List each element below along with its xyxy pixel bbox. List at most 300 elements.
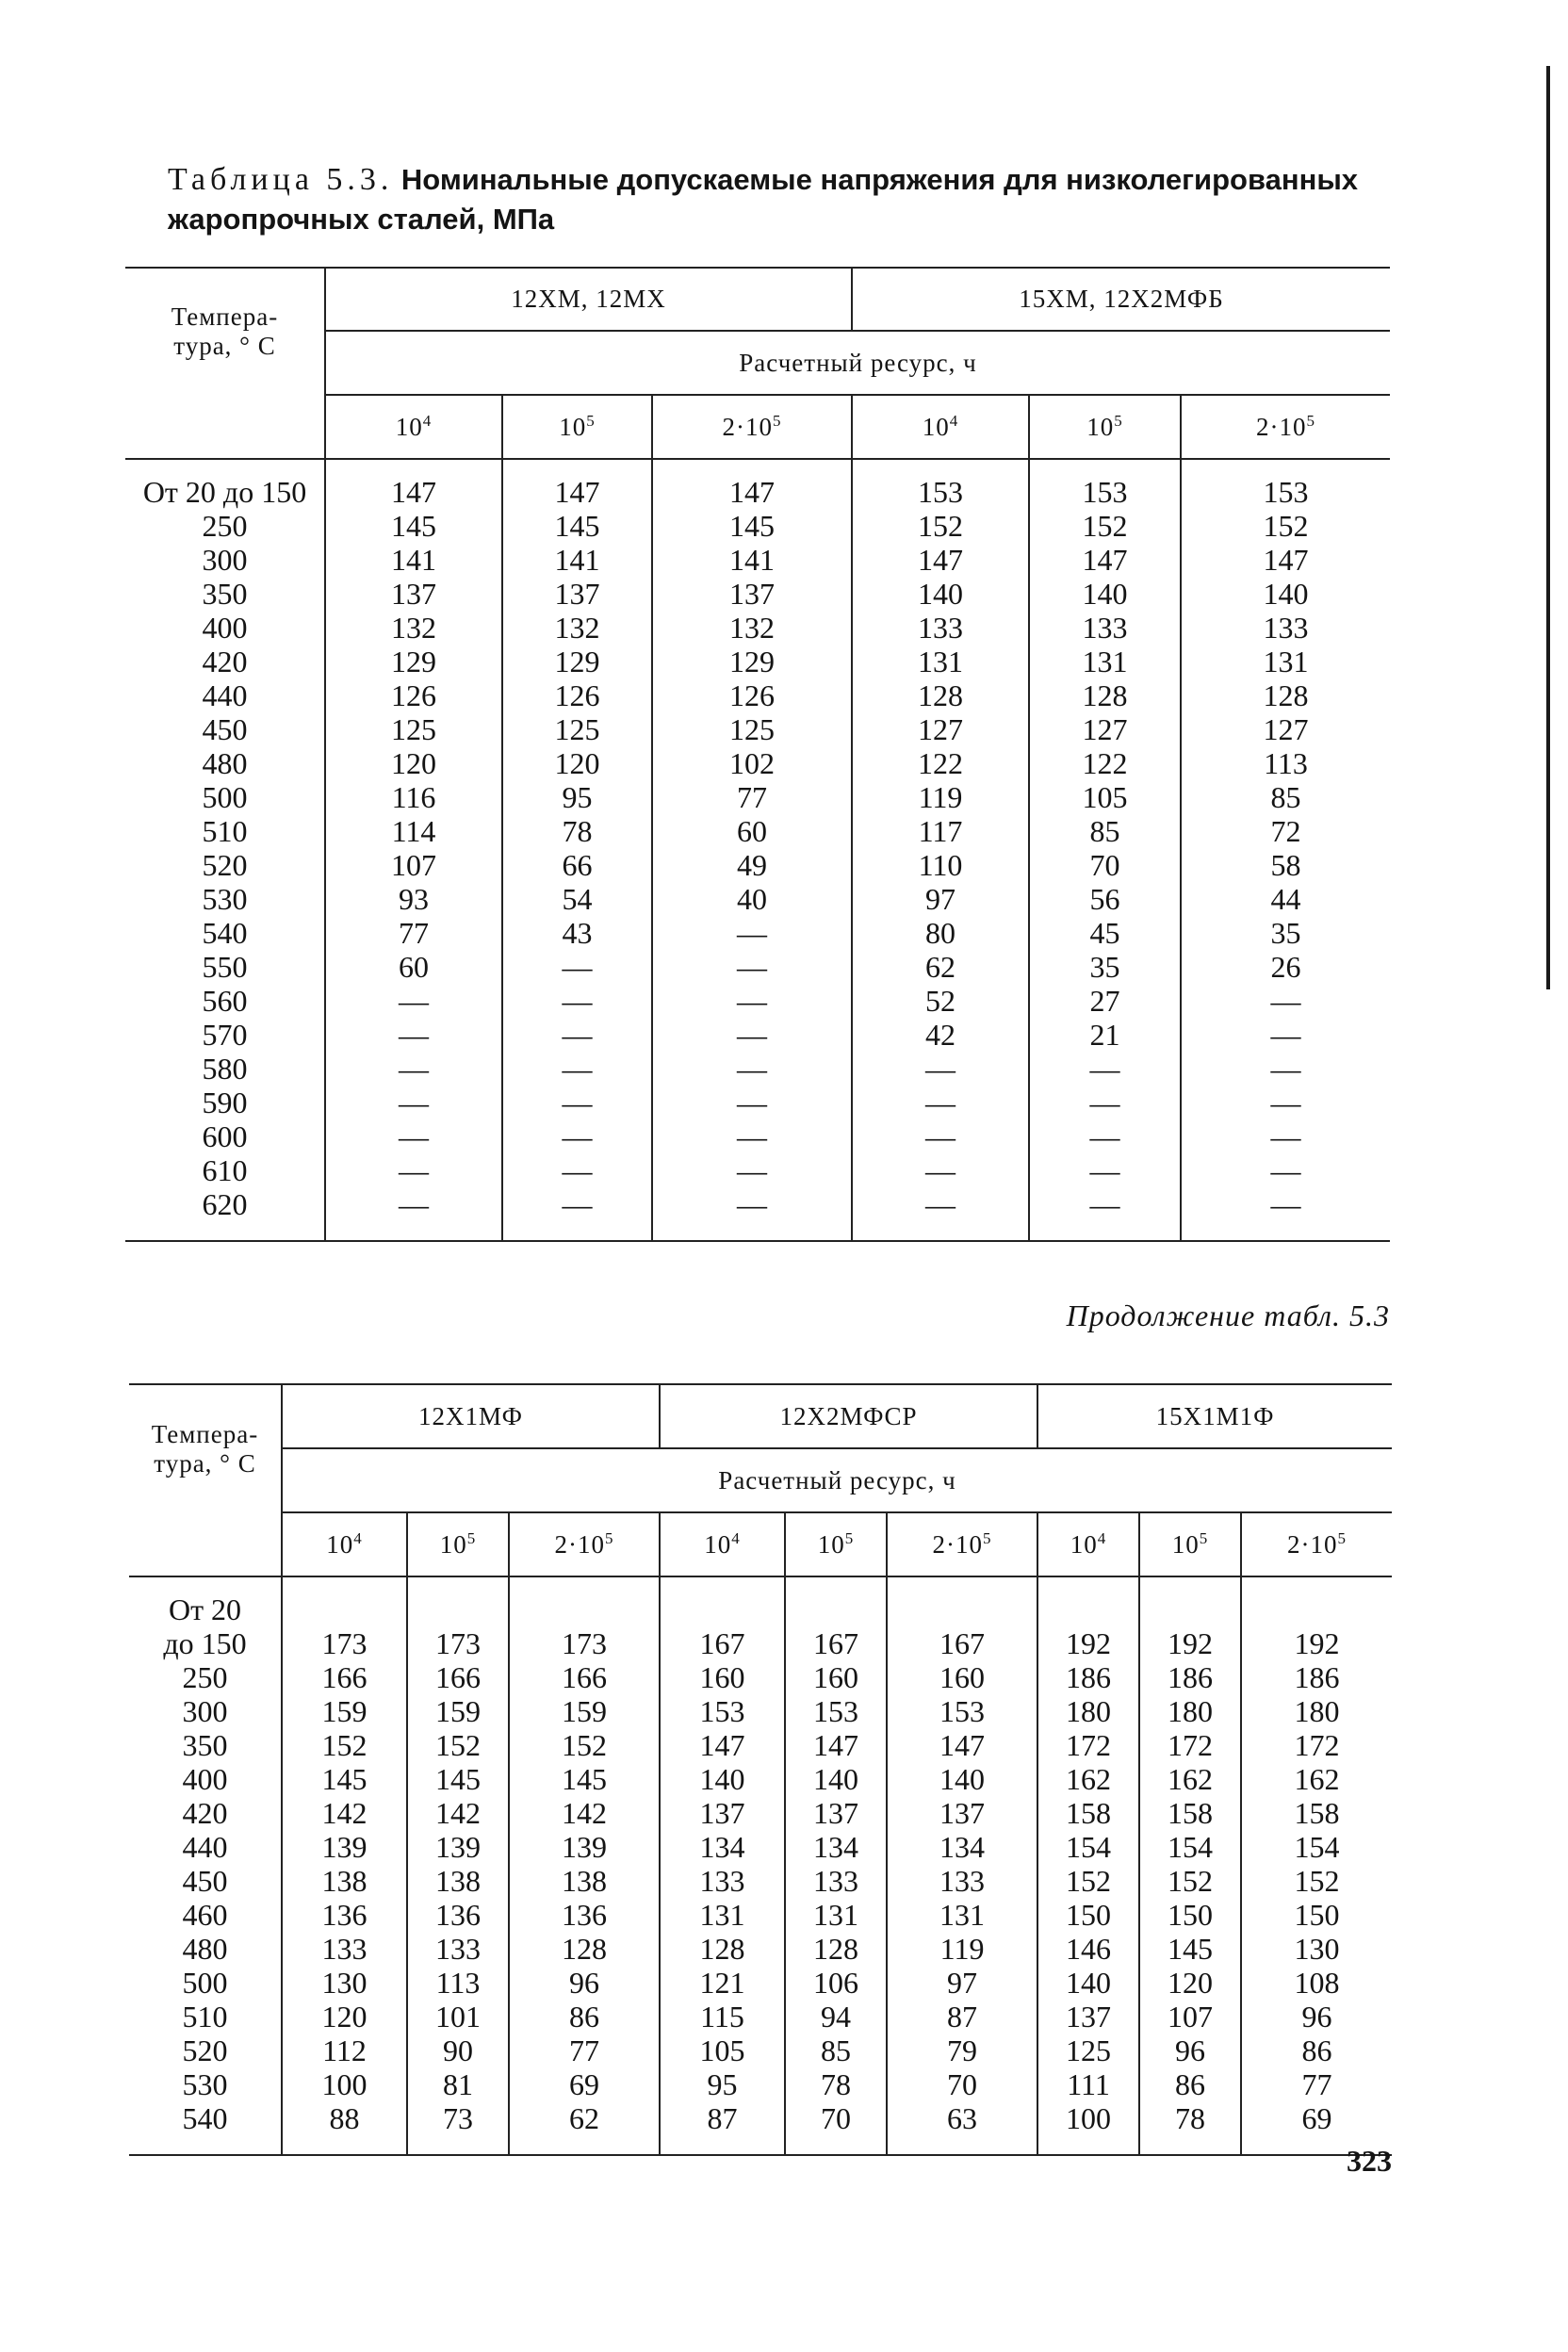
stress-value-cell: —: [325, 1153, 502, 1187]
stress-value-cell: 77: [509, 2034, 660, 2067]
stress-value-cell: 137: [785, 1796, 887, 1830]
stress-value-cell: 154: [1037, 1830, 1139, 1864]
stress-value-cell: 128: [509, 1932, 660, 1966]
stress-value-cell: 132: [502, 611, 652, 645]
stress-value-cell: 158: [1139, 1796, 1241, 1830]
stress-value-cell: 121: [660, 1966, 785, 2000]
stress-value-cell: 79: [887, 2034, 1037, 2067]
stress-value-cell: 131: [660, 1898, 785, 1932]
stress-value-cell: 107: [1139, 2000, 1241, 2034]
stress-value-cell: 133: [785, 1864, 887, 1898]
stress-value-cell: 125: [1037, 2034, 1139, 2067]
stress-value-cell: 131: [887, 1898, 1037, 1932]
stress-value-cell: 152: [1181, 509, 1390, 543]
stress-value-cell: 56: [1029, 882, 1181, 916]
stress-value-cell: 158: [1037, 1796, 1139, 1830]
stress-value-cell: 160: [785, 1660, 887, 1694]
temperature-cell-line1: От 20: [168, 1592, 242, 1626]
stress-value-cell: 77: [1241, 2067, 1392, 2101]
stress-value-cell: 152: [282, 1728, 407, 1762]
temperature-cell: 300: [182, 1694, 228, 1728]
steel-group-header: 12Х2МФСР: [660, 1384, 1037, 1448]
stress-value-cell: 100: [1037, 2101, 1139, 2155]
temperature-cell: 610: [202, 1153, 248, 1187]
stress-value-cell: 85: [785, 2034, 887, 2067]
stress-value-cell: 125: [502, 712, 652, 746]
stress-value-cell: 133: [282, 1932, 407, 1966]
table-row: [129, 2000, 1392, 2034]
stress-value-cell: 145: [407, 1762, 509, 1796]
temperature-header: [125, 268, 325, 395]
stress-value-cell: 120: [1139, 1966, 1241, 2000]
stress-value-cell: 166: [282, 1660, 407, 1694]
stress-value-cell: —: [502, 1052, 652, 1086]
stress-value-cell: —: [652, 1018, 852, 1052]
stress-value-cell: 133: [1181, 611, 1390, 645]
stress-value-cell: 153: [887, 1694, 1037, 1728]
stress-value-cell: 133: [660, 1864, 785, 1898]
temperature-cell: 500: [202, 780, 248, 814]
stress-value-cell: 60: [325, 950, 502, 984]
stress-value-cell: 127: [1029, 712, 1181, 746]
stress-value-cell: 100: [282, 2067, 407, 2101]
stress-value-cell: 132: [325, 611, 502, 645]
stress-value-cell: —: [1029, 1052, 1181, 1086]
stress-value-cell: 127: [1181, 712, 1390, 746]
table-row: [125, 712, 1390, 746]
stress-value-cell: 40: [652, 882, 852, 916]
stress-value-cell: 105: [1029, 780, 1181, 814]
stress-value-cell: 94: [785, 2000, 887, 2034]
resource-subheader: [652, 395, 852, 459]
stress-value-cell: 52: [852, 984, 1029, 1018]
resource-subheader-exponent: 5: [1114, 411, 1123, 430]
resource-subheader: [1029, 395, 1181, 459]
stress-value-cell: 166: [407, 1660, 509, 1694]
stress-value-cell: 136: [282, 1898, 407, 1932]
stress-value-cell: 180: [1241, 1694, 1392, 1728]
stress-value-cell: 162: [1139, 1762, 1241, 1796]
stress-value-cell: 147: [652, 459, 852, 509]
stress-value-cell: 154: [1139, 1830, 1241, 1864]
stress-value-cell: 137: [502, 577, 652, 611]
stress-value-cell: 140: [1037, 1966, 1139, 2000]
resource-subheader: [509, 1512, 660, 1576]
stress-value-cell: 152: [1029, 509, 1181, 543]
table-row: [125, 780, 1390, 814]
stress-value-cell: 86: [1139, 2067, 1241, 2101]
resource-subheader-base: 10: [1070, 1529, 1098, 1559]
stress-value-cell: 152: [1037, 1864, 1139, 1898]
stress-value-cell: 129: [325, 645, 502, 678]
stress-value-cell: —: [652, 984, 852, 1018]
resource-subheader-exponent: 5: [1306, 411, 1316, 430]
stress-value-cell: 192: [1139, 1576, 1241, 1660]
stress-value-cell: —: [325, 1086, 502, 1119]
stress-value-cell: 133: [1029, 611, 1181, 645]
stress-value-cell: —: [852, 1187, 1029, 1241]
temperature-cell: 560: [202, 984, 248, 1018]
table-row: [129, 1864, 1392, 1898]
temperature-cell: 520: [182, 2034, 228, 2067]
stress-value-cell: 186: [1241, 1660, 1392, 1694]
stress-value-cell: 145: [325, 509, 502, 543]
stress-value-cell: 140: [887, 1762, 1037, 1796]
resource-subheader-base: 10: [1171, 1529, 1200, 1559]
table-row: [125, 984, 1390, 1018]
stress-value-cell: 137: [652, 577, 852, 611]
stress-value-cell: 136: [509, 1898, 660, 1932]
stress-value-cell: 133: [852, 611, 1029, 645]
stress-value-cell: —: [852, 1052, 1029, 1086]
stress-value-cell: 105: [660, 2034, 785, 2067]
resource-header: Расчетный ресурс, ч: [325, 331, 1390, 395]
stress-value-cell: 62: [852, 950, 1029, 984]
stress-value-cell: 139: [407, 1830, 509, 1864]
stress-value-cell: 141: [325, 543, 502, 577]
stress-value-cell: —: [652, 916, 852, 950]
stress-value-cell: 159: [282, 1694, 407, 1728]
subheader-spacer: [125, 395, 325, 459]
stress-value-cell: 166: [509, 1660, 660, 1694]
stress-value-cell: 126: [502, 678, 652, 712]
stress-value-cell: 137: [325, 577, 502, 611]
temperature-cell: 450: [202, 712, 248, 746]
stress-value-cell: —: [1029, 1119, 1181, 1153]
stress-value-cell: 58: [1181, 848, 1390, 882]
temperature-cell: 250: [202, 509, 248, 543]
stress-value-cell: —: [1029, 1086, 1181, 1119]
stress-value-cell: 139: [282, 1830, 407, 1864]
resource-subheader-base: 10: [395, 412, 423, 441]
stress-value-cell: 137: [660, 1796, 785, 1830]
resource-subheader-base: 10: [1086, 412, 1115, 441]
stress-value-cell: 173: [509, 1576, 660, 1660]
stress-value-cell: 90: [407, 2034, 509, 2067]
stress-value-cell: 153: [852, 459, 1029, 509]
stress-value-cell: 112: [282, 2034, 407, 2067]
stress-value-cell: —: [652, 1153, 852, 1187]
stress-value-cell: 142: [407, 1796, 509, 1830]
table-row: [129, 1966, 1392, 2000]
temperature-cell: 600: [202, 1119, 248, 1153]
stress-value-cell: 35: [1029, 950, 1181, 984]
resource-subheader-base: 10: [326, 1529, 354, 1559]
stress-value-cell: 95: [660, 2067, 785, 2101]
stress-value-cell: —: [1181, 1153, 1390, 1187]
temperature-cell: 550: [202, 950, 248, 984]
stress-value-cell: —: [652, 1086, 852, 1119]
stress-value-cell: 127: [852, 712, 1029, 746]
stress-value-cell: 152: [1139, 1864, 1241, 1898]
stress-value-cell: 160: [887, 1660, 1037, 1694]
resource-subheader: [852, 395, 1029, 459]
resource-subheader-exponent: 5: [586, 411, 596, 430]
table-row: [125, 611, 1390, 645]
stress-value-cell: 119: [887, 1932, 1037, 1966]
stress-value-cell: 141: [502, 543, 652, 577]
stress-value-cell: 70: [887, 2067, 1037, 2101]
stress-value-cell: 154: [1241, 1830, 1392, 1864]
stress-value-cell: 45: [1029, 916, 1181, 950]
resource-subheader: [407, 1512, 509, 1576]
stress-value-cell: 192: [1037, 1576, 1139, 1660]
temperature-header-line2: тура, ° С: [154, 1448, 256, 1478]
stress-value-cell: 162: [1241, 1762, 1392, 1796]
stress-value-cell: 96: [509, 1966, 660, 2000]
temperature-cell: [129, 1576, 282, 1660]
page-number: 323: [1347, 2144, 1392, 2178]
temperature-cell: 350: [202, 577, 248, 611]
resource-subheader: [1037, 1512, 1139, 1576]
temperature-cell: 400: [202, 611, 248, 645]
stress-value-cell: —: [1181, 1119, 1390, 1153]
table-row: [125, 848, 1390, 882]
stress-value-cell: 35: [1181, 916, 1390, 950]
resource-subheader: [502, 395, 652, 459]
stress-value-cell: 147: [887, 1728, 1037, 1762]
stress-value-cell: 159: [407, 1694, 509, 1728]
temperature-cell: 520: [202, 848, 248, 882]
stress-value-cell: 88: [282, 2101, 407, 2155]
resource-subheader-exponent: 4: [949, 411, 959, 430]
resource-subheader: [1139, 1512, 1241, 1576]
temperature-cell: 460: [182, 1898, 228, 1932]
resource-subheader-exponent: 5: [605, 1528, 614, 1547]
stress-value-cell: 131: [1029, 645, 1181, 678]
stress-value-cell: 140: [1029, 577, 1181, 611]
stress-value-cell: 126: [325, 678, 502, 712]
stress-value-cell: 147: [325, 459, 502, 509]
resource-subheader-exponent: 4: [422, 411, 433, 430]
stress-value-cell: —: [1029, 1187, 1181, 1241]
resource-subheader-exponent: 4: [353, 1528, 363, 1547]
stress-value-cell: 86: [509, 2000, 660, 2034]
temperature-cell: 420: [182, 1796, 228, 1830]
stress-value-cell: 137: [1037, 2000, 1139, 2034]
stress-value-cell: 145: [1139, 1932, 1241, 1966]
stress-value-cell: 180: [1037, 1694, 1139, 1728]
stress-value-cell: 173: [282, 1576, 407, 1660]
stress-value-cell: —: [1181, 1052, 1390, 1086]
stress-value-cell: 114: [325, 814, 502, 848]
temperature-cell: 440: [202, 678, 248, 712]
temperature-cell-line2: до 150: [163, 1626, 247, 1660]
stress-value-cell: 120: [325, 746, 502, 780]
stress-value-cell: 153: [1029, 459, 1181, 509]
stress-value-cell: 153: [785, 1694, 887, 1728]
stress-value-cell: 126: [652, 678, 852, 712]
continuation-label: Продолжение табл. 5.3: [1066, 1298, 1390, 1332]
stress-value-cell: 93: [325, 882, 502, 916]
table-row: [129, 1762, 1392, 1796]
resource-subheader-exponent: 4: [1097, 1528, 1107, 1547]
stress-value-cell: 107: [325, 848, 502, 882]
stress-value-cell: 62: [509, 2101, 660, 2155]
stress-value-cell: —: [1181, 984, 1390, 1018]
temperature-cell: 450: [182, 1864, 228, 1898]
table-row: [129, 2101, 1392, 2155]
stress-value-cell: 128: [785, 1932, 887, 1966]
stress-value-cell: 128: [852, 678, 1029, 712]
stress-value-cell: 167: [660, 1576, 785, 1660]
table-caption-title: Номинальные допускаемые напряжения для низколегированных жаропрочных сталей, МПа: [168, 163, 1359, 236]
stress-value-cell: 140: [660, 1762, 785, 1796]
temperature-cell: 510: [182, 2000, 228, 2034]
stress-value-cell: —: [502, 1119, 652, 1153]
stress-value-cell: 27: [1029, 984, 1181, 1018]
resource-subheader-base: 10: [559, 412, 587, 441]
temperature-cell: 350: [182, 1728, 228, 1762]
table-row: [125, 577, 1390, 611]
resource-subheader-exponent: 5: [983, 1528, 992, 1547]
stress-value-cell: 95: [502, 780, 652, 814]
stress-value-cell: 54: [502, 882, 652, 916]
stress-value-cell: 186: [1139, 1660, 1241, 1694]
stress-value-cell: —: [852, 1153, 1029, 1187]
resource-subheader: [887, 1512, 1037, 1576]
stress-value-cell: 159: [509, 1694, 660, 1728]
stress-value-cell: 167: [887, 1576, 1037, 1660]
temperature-cell: От 20 до 150: [142, 475, 307, 509]
steel-group-header: 12Х1МФ: [282, 1384, 660, 1448]
stress-value-cell: 77: [325, 916, 502, 950]
temperature-cell: 480: [202, 746, 248, 780]
stress-value-cell: 128: [1181, 678, 1390, 712]
stress-value-cell: 152: [407, 1728, 509, 1762]
stress-value-cell: 153: [660, 1694, 785, 1728]
stress-value-cell: 138: [509, 1864, 660, 1898]
stress-value-cell: 69: [509, 2067, 660, 2101]
steel-group-header: 12ХМ, 12МХ: [325, 268, 852, 331]
stress-value-cell: 117: [852, 814, 1029, 848]
temperature-cell: 530: [202, 882, 248, 916]
stress-value-cell: 192: [1241, 1576, 1392, 1660]
stress-value-cell: 70: [1029, 848, 1181, 882]
stress-value-cell: 140: [852, 577, 1029, 611]
temperature-cell: 440: [182, 1830, 228, 1864]
stress-value-cell: 134: [887, 1830, 1037, 1864]
stress-value-cell: 172: [1139, 1728, 1241, 1762]
stress-value-cell: 147: [502, 459, 652, 509]
stress-value-cell: 134: [785, 1830, 887, 1864]
table-caption: [168, 160, 1393, 239]
stress-value-cell: 147: [785, 1728, 887, 1762]
temperature-cell: 480: [182, 1932, 228, 1966]
stress-value-cell: 96: [1139, 2034, 1241, 2067]
stress-value-cell: —: [1181, 1018, 1390, 1052]
stress-value-cell: 162: [1037, 1762, 1139, 1796]
stress-value-cell: 137: [887, 1796, 1037, 1830]
stress-value-cell: 128: [1029, 678, 1181, 712]
stress-value-cell: 129: [502, 645, 652, 678]
stress-value-cell: 147: [852, 543, 1029, 577]
temperature-cell: 500: [182, 1966, 228, 2000]
stress-value-cell: 173: [407, 1576, 509, 1660]
temperature-cell: 530: [182, 2067, 228, 2101]
stress-value-cell: 131: [852, 645, 1029, 678]
temperature-cell: 620: [125, 1187, 325, 1241]
temperature-cell: 570: [202, 1018, 248, 1052]
resource-subheader: [282, 1512, 407, 1576]
stress-value-cell: 145: [509, 1762, 660, 1796]
stress-value-cell: 80: [852, 916, 1029, 950]
stress-value-cell: 158: [1241, 1796, 1392, 1830]
table-caption-prefix: Таблица 5.3.: [168, 162, 394, 197]
stress-value-cell: 150: [1241, 1898, 1392, 1932]
subheader-spacer: [129, 1512, 282, 1576]
stress-value-cell: —: [1181, 1187, 1390, 1241]
temperature-cell: 420: [202, 645, 248, 678]
stress-value-cell: 147: [1181, 543, 1390, 577]
table-row: [125, 1086, 1390, 1119]
temperature-cell: 250: [182, 1660, 228, 1694]
stress-value-cell: 128: [660, 1932, 785, 1966]
stress-value-cell: —: [325, 1187, 502, 1241]
stress-value-cell: 86: [1241, 2034, 1392, 2067]
table-row: [129, 1932, 1392, 1966]
stress-value-cell: —: [325, 984, 502, 1018]
stress-value-cell: —: [852, 1119, 1029, 1153]
stress-value-cell: 133: [887, 1864, 1037, 1898]
stress-value-cell: —: [325, 1052, 502, 1086]
stress-value-cell: 145: [282, 1762, 407, 1796]
stress-value-cell: 130: [282, 1966, 407, 2000]
stress-value-cell: 72: [1181, 814, 1390, 848]
stress-value-cell: 115: [660, 2000, 785, 2034]
stress-value-cell: 96: [1241, 2000, 1392, 2034]
stress-value-cell: 167: [785, 1576, 887, 1660]
resource-subheader-exponent: 5: [1337, 1528, 1348, 1547]
stress-value-cell: 152: [1241, 1864, 1392, 1898]
table-row: [129, 1660, 1392, 1694]
stress-value-cell: 81: [407, 2067, 509, 2101]
stress-value-cell: 113: [1181, 746, 1390, 780]
stress-value-cell: 122: [1029, 746, 1181, 780]
stress-value-cell: 134: [660, 1830, 785, 1864]
stress-value-cell: 106: [785, 1966, 887, 2000]
temperature-cell: 590: [202, 1086, 248, 1119]
stress-value-cell: —: [852, 1086, 1029, 1119]
steel-group-header: 15ХМ, 12Х2МФБ: [852, 268, 1390, 331]
stress-value-cell: 49: [652, 848, 852, 882]
stress-table-1: [125, 267, 1390, 1242]
resource-subheader: [1181, 395, 1390, 459]
stress-value-cell: —: [325, 1119, 502, 1153]
stress-value-cell: 73: [407, 2101, 509, 2155]
temperature-cell: 540: [129, 2101, 282, 2155]
stress-value-cell: 150: [1037, 1898, 1139, 1932]
stress-table-2: [129, 1383, 1392, 2156]
stress-value-cell: —: [502, 1018, 652, 1052]
stress-value-cell: 26: [1181, 950, 1390, 984]
stress-value-cell: 172: [1241, 1728, 1392, 1762]
table-row: [129, 1728, 1392, 1762]
stress-value-cell: 78: [785, 2067, 887, 2101]
resource-subheader: [785, 1512, 887, 1576]
stress-value-cell: 142: [282, 1796, 407, 1830]
resource-subheader-base: 10: [439, 1529, 467, 1559]
stress-value-cell: —: [502, 1187, 652, 1241]
stress-value-cell: 63: [887, 2101, 1037, 2155]
resource-subheader: [325, 395, 502, 459]
table-row: [129, 2034, 1392, 2067]
stress-value-cell: 87: [660, 2101, 785, 2155]
stress-value-cell: 138: [407, 1864, 509, 1898]
table-row: [125, 814, 1390, 848]
stress-value-cell: 152: [509, 1728, 660, 1762]
stress-value-cell: 131: [785, 1898, 887, 1932]
